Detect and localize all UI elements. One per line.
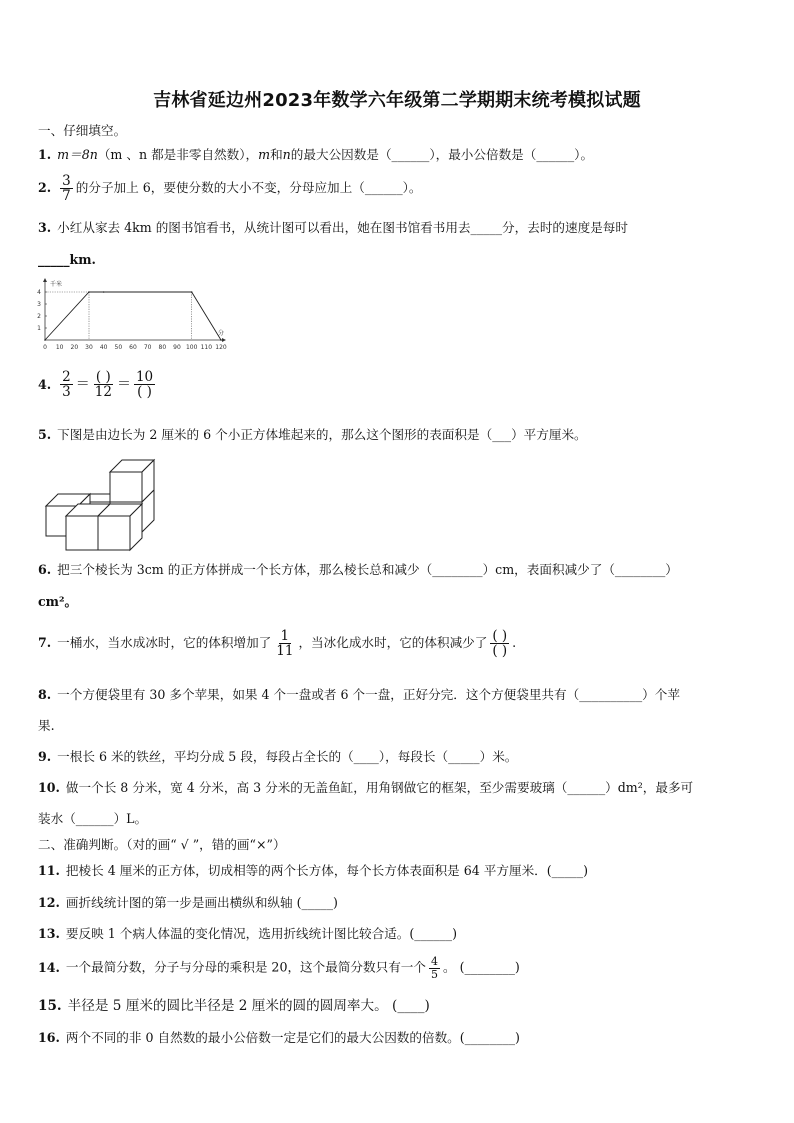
question-text: 半径是 5 厘米的圆比半径是 2 厘米的圆的圆周率大。 (____) bbox=[67, 998, 430, 1014]
question-text: 一根长 6 米的铁丝，平均分成 5 段，每段占全长的（____），每段长（_____）米。 bbox=[57, 749, 518, 764]
x-tick-label: 60 bbox=[129, 344, 137, 351]
y-axis-arrow bbox=[43, 278, 47, 282]
fraction bbox=[274, 629, 295, 658]
fraction-numerator: 2 bbox=[62, 369, 71, 385]
cube-front-2 bbox=[98, 516, 130, 550]
question-text: 一个最简分数，分子与分母的乘积是 20，这个最简分数只有一个 bbox=[65, 959, 426, 975]
fraction-denominator-blank: ( ) bbox=[492, 643, 508, 660]
var-m: m bbox=[258, 147, 271, 162]
question-number: 14. bbox=[38, 959, 60, 975]
question-number: 9. bbox=[38, 749, 52, 764]
question-text-2: ，当冰化成水时，它的体积减少了 bbox=[298, 635, 488, 651]
question-number: 6. bbox=[38, 562, 52, 577]
equation: m＝8n bbox=[57, 147, 98, 162]
question-7 bbox=[38, 629, 754, 658]
question-number: 11. bbox=[38, 863, 60, 878]
question-10-continued: 装水（______）L。 bbox=[38, 811, 148, 826]
question-5 bbox=[38, 426, 754, 444]
fraction-2 bbox=[93, 370, 114, 399]
x-tick-label: 30 bbox=[85, 344, 93, 351]
and-text: 和 bbox=[270, 147, 283, 162]
question-3 bbox=[38, 219, 754, 237]
question-text: 的分子加上 6，要使分数的大小不变，分母应加上（______）。 bbox=[75, 180, 422, 196]
question-text: 两个不同的非 0 自然数的最小公倍数一定是它们的最大公因数的倍数。(________) bbox=[65, 1030, 520, 1045]
data-point bbox=[220, 339, 222, 341]
x-tick-label: 120 bbox=[215, 344, 227, 351]
question-text: 把棱长 4 厘米的正方体，切成相等的两个长方体，每个长方体表面积是 64 平方厘米．(_____) bbox=[65, 863, 589, 878]
question-6 bbox=[38, 561, 754, 579]
question-text-2: 。 (________) bbox=[442, 959, 520, 975]
question-13 bbox=[38, 925, 754, 943]
fraction-denominator: 5 bbox=[430, 967, 438, 981]
fraction-numerator-blank: ( ) bbox=[95, 369, 111, 385]
data-point bbox=[88, 291, 90, 293]
fraction-numerator: 1 bbox=[280, 628, 290, 644]
fraction-numerator: 10 bbox=[135, 369, 154, 385]
distance-series-line bbox=[45, 292, 221, 340]
equals-sign: ＝ bbox=[75, 376, 90, 393]
question-10 bbox=[38, 779, 754, 797]
question-12 bbox=[38, 894, 754, 912]
cube-front-1 bbox=[66, 516, 98, 550]
fraction-numerator: 3 bbox=[62, 173, 71, 189]
data-point bbox=[191, 291, 193, 293]
fraction-denominator-blank: ( ) bbox=[137, 384, 152, 401]
question-number: 5. bbox=[38, 427, 52, 442]
question-text: 的最大公因数是（______），最小公倍数是（______）。 bbox=[290, 147, 594, 162]
fraction-denominator: 3 bbox=[62, 384, 71, 401]
x-tick-label: 10 bbox=[55, 344, 64, 351]
question-number: 4. bbox=[38, 376, 52, 392]
answer-fraction-blank bbox=[490, 629, 509, 658]
question-text: 要反映 1 个病人体温的变化情况，选用折线统计图比较合适。(______) bbox=[65, 926, 457, 941]
question-number: 7. bbox=[38, 635, 52, 651]
question-number: 1. bbox=[38, 147, 52, 162]
question-14 bbox=[38, 956, 754, 980]
question-text: 下图是由边长为 2 厘米的 6 个小正方体堆起来的，那么这个图形的表面积是（___）平方厘米。 bbox=[57, 427, 587, 442]
x-tick-label: 50 bbox=[114, 344, 123, 351]
question-1 bbox=[38, 146, 754, 164]
page-title: 吉林省延边州2023年数学六年级第二学期期末统考模拟试题 bbox=[153, 90, 641, 111]
question-2 bbox=[38, 174, 754, 203]
y-tick-label: 4 bbox=[37, 289, 41, 296]
y-tick-label: 3 bbox=[37, 301, 41, 308]
question-text: 做一个长 8 分米，宽 4 分米，高 3 分米的无盖鱼缸，用角钢做它的框架，至少需要玻璃（______）dm²，最多可 bbox=[65, 780, 694, 795]
question-number: 2. bbox=[38, 180, 52, 196]
question-number: 12. bbox=[38, 895, 60, 910]
equals-sign: ＝ bbox=[116, 376, 131, 393]
cubes-figure bbox=[44, 458, 164, 552]
condition-text: （m 、n 都是非零自然数）， bbox=[97, 147, 259, 162]
fraction-3 bbox=[134, 370, 155, 399]
question-text: 画折线统计图的第一步是画出横纵和纵轴 (_____) bbox=[65, 895, 338, 910]
question-number: 8. bbox=[38, 687, 52, 702]
question-number: 10. bbox=[38, 780, 60, 795]
fraction bbox=[60, 174, 73, 203]
question-4 bbox=[38, 370, 754, 399]
fraction-numerator: 4 bbox=[430, 955, 438, 968]
x-tick-label: 110 bbox=[200, 344, 213, 351]
distance-time-chart bbox=[30, 278, 230, 352]
y-tick-label: 1 bbox=[37, 325, 41, 332]
data-point bbox=[103, 291, 105, 293]
question-text: 一个方便袋里有 30 多个苹果，如果 4 个一盘或者 6 个一盘，正好分完．这个方便袋里共有（__________）个苹 bbox=[57, 687, 680, 702]
cube-mid-top-edge bbox=[90, 494, 110, 502]
x-tick-label: 20 bbox=[70, 344, 79, 351]
question-8-continued: 果. bbox=[38, 718, 55, 733]
question-11 bbox=[38, 862, 754, 880]
x-tick-label: 40 bbox=[99, 344, 108, 351]
x-axis-label: 分 bbox=[218, 330, 225, 337]
x-tick-label: 0 bbox=[43, 344, 47, 351]
question-number: 3. bbox=[38, 220, 52, 235]
x-tick-label: 90 bbox=[173, 344, 181, 351]
y-axis-label: 千米 bbox=[50, 281, 63, 288]
x-tick-label: 70 bbox=[143, 344, 152, 351]
section-heading-fill: 一、仔细填空。 bbox=[38, 123, 127, 138]
question-16 bbox=[38, 1029, 754, 1047]
question-text: 把三个棱长为 3cm 的正方体拼成一个长方体，那么棱长总和减少（________）cm，表面积减少了（________） bbox=[57, 562, 678, 577]
cube-top-front bbox=[110, 472, 142, 502]
question-number: 13. bbox=[38, 926, 60, 941]
question-9 bbox=[38, 748, 754, 766]
question-text: 小红从家去 4km 的图书馆看书，从统计图可以看出，她在图书馆看书用去_____分，去时的速度是每时 bbox=[57, 220, 628, 235]
question-number: 15. bbox=[38, 998, 62, 1014]
fraction-numerator-blank: ( ) bbox=[492, 628, 508, 644]
x-tick-label: 80 bbox=[158, 344, 167, 351]
question-6-continued: cm²。 bbox=[38, 594, 78, 609]
var-n: n bbox=[282, 147, 291, 162]
fraction-denominator: 7 bbox=[62, 188, 71, 205]
period: . bbox=[512, 635, 517, 651]
question-text: 一桶水，当水成冰时，它的体积增加了 bbox=[57, 635, 272, 651]
fraction-denominator: 12 bbox=[94, 384, 112, 401]
fraction bbox=[429, 956, 440, 980]
question-number: 16. bbox=[38, 1030, 60, 1045]
x-tick-label: 100 bbox=[185, 344, 198, 351]
fraction-1 bbox=[60, 370, 73, 399]
section-heading-judge: 二、准确判断。（对的画“ √ ”，错的画“×”） bbox=[38, 837, 286, 852]
y-tick-label: 2 bbox=[37, 313, 41, 320]
x-axis-arrow bbox=[222, 338, 226, 342]
question-8 bbox=[38, 686, 754, 704]
fraction-denominator: 11 bbox=[276, 643, 294, 660]
question-15 bbox=[38, 997, 754, 1015]
question-3-continued: _____km. bbox=[38, 252, 96, 267]
data-point bbox=[44, 339, 46, 341]
